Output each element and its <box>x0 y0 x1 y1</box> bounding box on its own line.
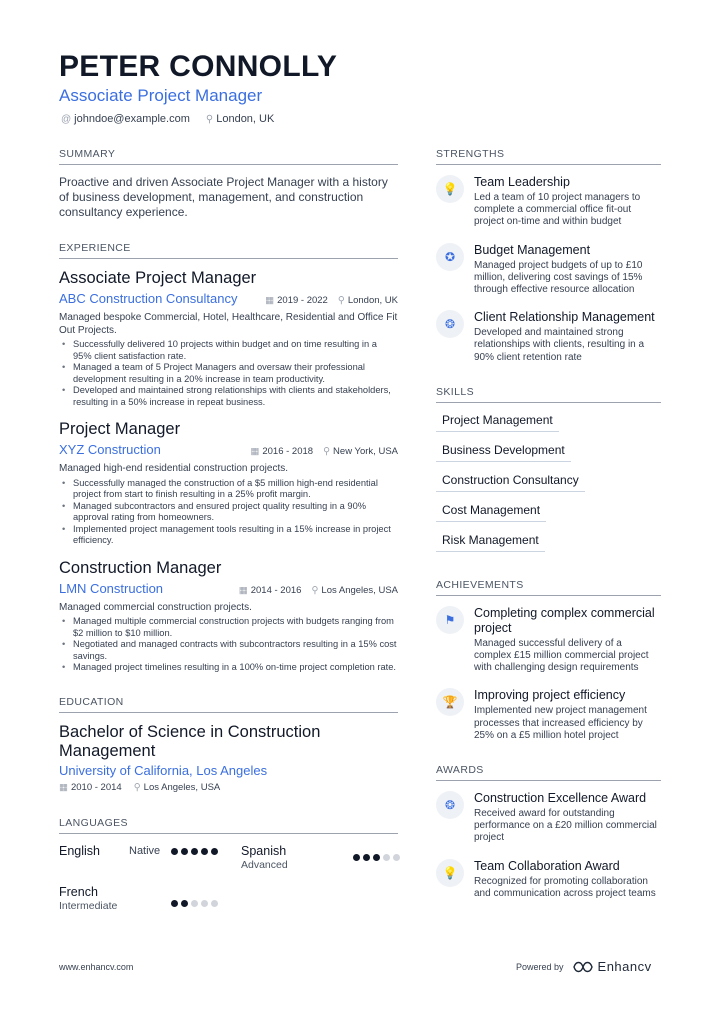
location-text: London, UK <box>216 113 275 125</box>
job-company: XYZ Construction <box>59 442 161 457</box>
rating-dot <box>211 900 218 907</box>
job-bullet: • Negotiated and managed contracts with subcontractors resulting in a 15% cost savings. <box>59 639 398 662</box>
job-bullet: • Developed and maintained strong relationships with clients and stakeholders, resulting in a 50% increase in repeat business. <box>59 385 398 408</box>
language-level: Intermediate <box>59 899 118 912</box>
strength-item <box>436 243 661 297</box>
job-bullets <box>59 616 398 674</box>
job-title: Project Manager <box>59 420 181 438</box>
strength-title: Team Leadership <box>474 175 570 189</box>
strength-item <box>436 310 661 364</box>
brand-text: Enhancv <box>597 959 652 974</box>
at-icon: @ <box>61 114 72 125</box>
languages-heading: LANGUAGES <box>59 817 398 834</box>
language-rating-french <box>171 900 218 907</box>
achievement-desc: Implemented new project management processes that increased efficiency by 25% on a £5 million hotel project <box>474 705 647 741</box>
job-description: Managed high-end residential construction projects. <box>59 463 289 474</box>
job-entry <box>59 269 398 408</box>
education-location: ⚲ Los Angeles, USA <box>133 781 221 793</box>
contact-email[interactable] <box>61 113 190 125</box>
language-item <box>59 844 100 858</box>
language-item <box>59 885 117 912</box>
awards-heading: AWARDS <box>436 764 661 781</box>
skill-tag: Business Development <box>436 443 571 462</box>
experience-heading: EXPERIENCE <box>59 242 398 259</box>
rating-dot <box>191 848 198 855</box>
education-heading: EDUCATION <box>59 696 398 713</box>
achievement-desc: Managed successful delivery of a complex £15 million commercial project with challenging design requirements <box>474 637 649 674</box>
rating-dot <box>383 854 390 861</box>
contact-location <box>206 113 274 125</box>
powered-by-text: Powered by <box>516 961 564 972</box>
footer-branding <box>516 959 652 974</box>
award-item <box>436 859 661 900</box>
location-pin-icon: ⚲ <box>323 446 331 457</box>
award-desc: Received award for outstanding performance on a £20 million commercial project <box>474 808 657 844</box>
contact-row <box>61 113 274 125</box>
job-title: Construction Manager <box>59 558 222 577</box>
flag-icon: ⚑ <box>436 606 464 634</box>
education-meta <box>59 782 398 793</box>
job-bullet: • Implemented project management tools resulting in a 15% increase in project efficiency. <box>59 524 398 547</box>
job-description: Managed bespoke Commercial, Hotel, Healthcare, Residential and Office Fit Out Projects. <box>59 312 398 336</box>
strength-item <box>436 175 661 229</box>
lightbulb-icon: 💡 <box>436 859 464 887</box>
strength-desc: Led a team of 10 project managers to complete a commercial office fit-out project on-time and within budget <box>474 192 641 228</box>
rating-dot <box>181 900 188 907</box>
award-desc: Recognized for promoting collaboration and communication across project teams <box>474 875 656 899</box>
job-entry <box>59 420 398 547</box>
brain-icon: ❂ <box>436 791 464 819</box>
calendar-icon: ▦ <box>59 781 68 793</box>
skill-tag: Risk Management <box>436 533 545 552</box>
job-location: ⚲ London, UK <box>337 295 398 306</box>
job-dates: ▦ 2016 - 2018 <box>250 446 314 457</box>
summary-heading: SUMMARY <box>59 148 398 165</box>
skill-tag: Construction Consultancy <box>436 473 585 492</box>
strength-title: Budget Management <box>474 242 591 257</box>
award-title: Construction Excellence Award <box>474 791 647 806</box>
achievements-heading: ACHIEVEMENTS <box>436 579 661 596</box>
right-column <box>436 148 661 914</box>
location-pin-icon: ⚲ <box>337 295 345 306</box>
language-name: English <box>59 843 100 858</box>
rating-dot <box>191 900 198 907</box>
rating-dot <box>201 848 208 855</box>
rating-dot <box>201 900 208 907</box>
education-school: University of California, Los Angeles <box>59 762 268 778</box>
skill-tag: Cost Management <box>436 503 546 522</box>
skills-heading: SKILLS <box>436 386 661 403</box>
award-title: Team Collaboration Award <box>474 858 620 873</box>
job-bullets <box>59 478 398 547</box>
award-item <box>436 791 661 845</box>
rating-dot <box>393 854 400 861</box>
strengths-heading: STRENGTHS <box>436 148 661 165</box>
enhancv-logo[interactable] <box>572 959 652 974</box>
brain-icon: ❂ <box>436 310 464 338</box>
enhancv-logo-icon <box>572 961 594 973</box>
trophy-icon: 🏆 <box>436 688 464 716</box>
job-bullet: • Successfully delivered 10 projects within budget and on time resulting in a 95% client satisfaction rate. <box>59 339 398 362</box>
strength-desc: Managed project budgets of up to £10 million, delivering cost savings of 15% through effective resource allocation <box>474 259 643 296</box>
language-rating-spanish <box>353 854 400 861</box>
calendar-icon: ▦ <box>265 295 275 306</box>
rating-dot <box>181 848 188 855</box>
calendar-icon: ▦ <box>238 584 248 596</box>
language-name: Spanish <box>241 843 287 858</box>
job-entry <box>59 559 398 674</box>
strength-title: Client Relationship Management <box>474 310 655 325</box>
footer-site-link[interactable]: www.enhancv.com <box>59 962 134 972</box>
language-item <box>241 844 288 871</box>
rating-dot <box>171 900 178 907</box>
job-bullets <box>59 339 398 408</box>
achievement-item <box>436 688 661 742</box>
job-dates: ▦ 2014 - 2016 <box>238 584 302 596</box>
candidate-role: Associate Project Manager <box>59 86 263 105</box>
job-bullet: • Managed subcontractors and ensured project quality resulting in a 90% approval rating from homeowners. <box>59 501 398 524</box>
medal-icon: ✪ <box>436 243 464 271</box>
job-dates: ▦ 2019 - 2022 <box>265 295 328 306</box>
language-level: Native <box>129 844 161 857</box>
job-bullet: • Managed project timelines resulting in a 100% on-time project completion rate. <box>59 662 398 674</box>
job-location: ⚲ Los Angeles, USA <box>311 584 398 596</box>
job-title: Associate Project Manager <box>59 269 257 287</box>
calendar-icon: ▦ <box>250 446 260 457</box>
rating-dot <box>171 848 178 855</box>
rating-dot <box>211 848 218 855</box>
skill-tag: Project Management <box>436 413 559 432</box>
education-degree: Bachelor of Science in Construction Management <box>59 722 321 760</box>
job-company: ABC Construction Consultancy <box>59 291 238 306</box>
candidate-name: PETER CONNOLLY <box>59 50 338 83</box>
job-location: ⚲ New York, USA <box>323 446 398 457</box>
lightbulb-icon: 💡 <box>436 175 464 203</box>
job-bullet: • Managed a team of 5 Project Managers and oversaw their professional development resulting in a 20% increase in team productivity. <box>59 362 398 385</box>
rating-dot <box>363 854 370 861</box>
skills-list <box>436 413 661 563</box>
email-text: johndoe@example.com <box>74 113 190 125</box>
language-rating-english <box>171 848 218 855</box>
location-pin-icon: ⚲ <box>133 781 141 793</box>
left-column <box>59 148 398 934</box>
rating-dot <box>353 854 360 861</box>
achievement-title: Completing complex commercial project <box>474 605 655 635</box>
language-level: Advanced <box>241 858 288 871</box>
job-description: Managed commercial construction projects. <box>59 601 252 613</box>
summary-text: Proactive and driven Associate Project Manager with a history of business development, management, and construction consultancy experience. <box>59 175 388 219</box>
job-bullet: • Successfully managed the construction of a $5 million high-end residential project from start to finish resulting in a 25% profit margin. <box>59 478 398 501</box>
job-company: LMN Construction <box>59 580 164 596</box>
job-bullet: • Managed multiple commercial construction projects with budgets ranging from $2 million to $10 million. <box>59 616 398 639</box>
language-name: French <box>59 884 98 899</box>
rating-dot <box>373 854 380 861</box>
achievement-title: Improving project efficiency <box>474 688 626 703</box>
location-pin-icon: ⚲ <box>311 584 319 596</box>
languages-grid <box>59 844 398 934</box>
education-dates: ▦ 2010 - 2014 <box>59 781 122 793</box>
achievement-item <box>436 606 661 675</box>
strength-desc: Developed and maintained strong relationships with clients, resulting in a 90% client retention rate <box>474 327 645 363</box>
location-pin-icon: ⚲ <box>205 114 214 125</box>
